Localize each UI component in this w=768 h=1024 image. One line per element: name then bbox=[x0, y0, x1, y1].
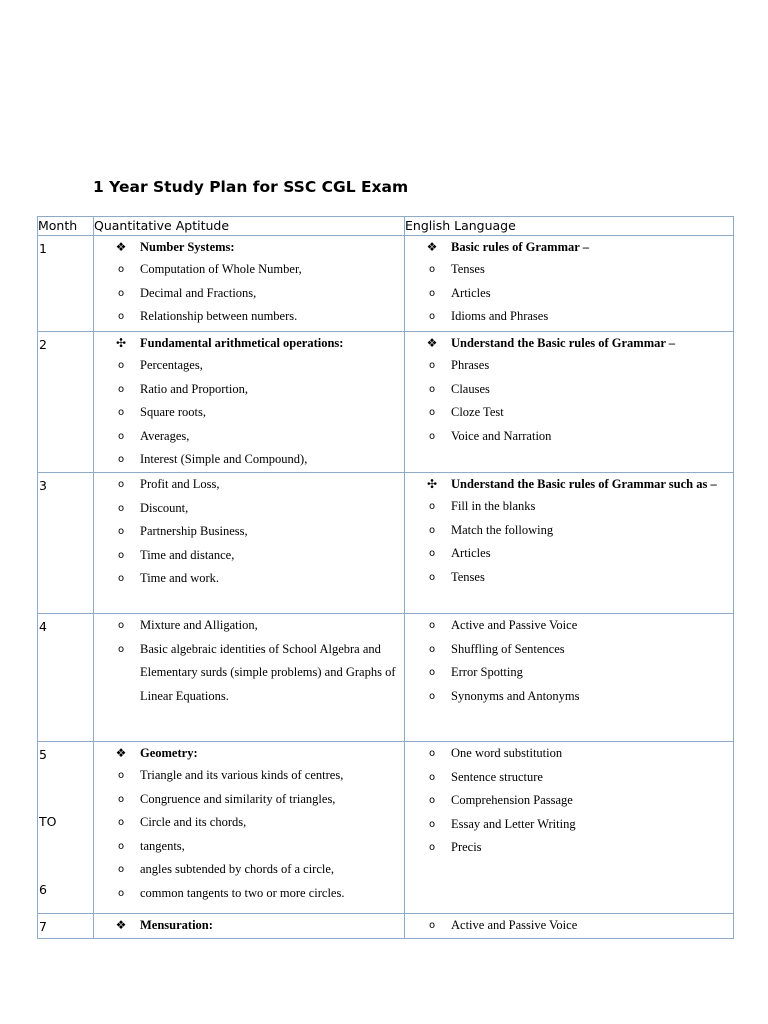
circle-bullet-icon: o bbox=[428, 690, 436, 702]
quantitative-aptitude-cell bbox=[94, 332, 405, 473]
diamond-bullet-icon: ❖ bbox=[426, 240, 438, 254]
circle-bullet-icon: o bbox=[117, 840, 125, 852]
table-row bbox=[38, 473, 734, 614]
topic-text: Essay and Letter Writing bbox=[451, 816, 576, 831]
topic-item bbox=[94, 448, 404, 472]
topic-item bbox=[94, 497, 404, 521]
english-language-cell bbox=[405, 742, 734, 914]
table-row bbox=[38, 332, 734, 473]
table-row bbox=[38, 914, 734, 939]
table-header-row bbox=[38, 217, 734, 236]
topic-list bbox=[405, 614, 733, 708]
topic-item bbox=[94, 811, 404, 835]
circle-bullet-icon: o bbox=[428, 818, 436, 830]
topic-text: Understand the Basic rules of Grammar such as – bbox=[451, 477, 717, 491]
topic-text: Basic algebraic identities of School Algebra and Elementary surds (simple problems) and Graphs of Linear Equations. bbox=[140, 641, 396, 703]
topic-item bbox=[405, 614, 733, 638]
topic-text: One word substitution bbox=[451, 746, 563, 760]
circle-bullet-icon: o bbox=[117, 502, 125, 514]
study-plan-table bbox=[37, 216, 734, 939]
topic-text: Basic rules of Grammar – bbox=[451, 240, 589, 254]
month-label: 2 bbox=[39, 337, 47, 352]
topic-text: tangents, bbox=[140, 838, 185, 853]
circle-bullet-icon: o bbox=[117, 264, 125, 275]
star-bullet-icon: ✣ bbox=[115, 336, 127, 350]
topic-text: Match the following bbox=[451, 522, 554, 537]
circle-bullet-icon: o bbox=[117, 620, 125, 631]
topic-item bbox=[94, 835, 404, 859]
topic-item bbox=[405, 305, 733, 329]
topic-item bbox=[94, 425, 404, 449]
circle-bullet-icon: o bbox=[428, 571, 436, 583]
header-quantitative-aptitude: Quantitative Aptitude bbox=[94, 217, 405, 236]
topic-item bbox=[94, 378, 404, 402]
topic-item bbox=[94, 354, 404, 378]
topic-text: Congruence and similarity of triangles, bbox=[140, 791, 336, 806]
month-label: 4 bbox=[39, 619, 47, 634]
circle-bullet-icon: o bbox=[428, 667, 436, 678]
topic-text: Error Spotting bbox=[451, 665, 523, 679]
circle-bullet-icon: o bbox=[428, 548, 436, 559]
english-language-cell bbox=[405, 332, 734, 473]
topic-text: Relationship between numbers. bbox=[140, 309, 298, 323]
circle-bullet-icon: o bbox=[117, 526, 125, 537]
circle-bullet-icon: o bbox=[428, 524, 436, 536]
topic-text: Comprehension Passage bbox=[451, 793, 573, 807]
topic-item bbox=[94, 258, 404, 282]
topic-item bbox=[94, 473, 404, 497]
table-row bbox=[38, 614, 734, 742]
document-title: 1 Year Study Plan for SSC CGL Exam bbox=[93, 178, 409, 196]
topic-item bbox=[94, 520, 404, 544]
topic-item bbox=[405, 332, 733, 354]
table-row bbox=[38, 742, 734, 914]
topic-text: Square roots, bbox=[140, 405, 206, 419]
topic-list bbox=[94, 742, 404, 905]
english-language-cell bbox=[405, 614, 734, 742]
topic-text: Percentages, bbox=[140, 358, 203, 372]
diamond-bullet-icon: ❖ bbox=[115, 746, 127, 760]
circle-bullet-icon: o bbox=[117, 793, 125, 805]
topic-text: Mixture and Alligation, bbox=[140, 618, 258, 632]
month-cell bbox=[38, 473, 94, 614]
month-label: 5 bbox=[39, 747, 47, 762]
topic-text: Shuffling of Sentences bbox=[451, 641, 565, 656]
month-cell bbox=[38, 236, 94, 332]
circle-bullet-icon: o bbox=[428, 501, 436, 512]
topic-list bbox=[405, 332, 733, 448]
topic-item bbox=[405, 425, 733, 449]
circle-bullet-icon: o bbox=[428, 311, 436, 322]
diamond-bullet-icon: ❖ bbox=[426, 336, 438, 350]
circle-bullet-icon: o bbox=[117, 479, 125, 490]
quantitative-aptitude-cell bbox=[94, 614, 405, 742]
circle-bullet-icon: o bbox=[117, 407, 125, 418]
topic-item bbox=[94, 544, 404, 568]
circle-bullet-icon: o bbox=[117, 573, 125, 584]
topic-item bbox=[94, 638, 404, 709]
circle-bullet-icon: o bbox=[428, 383, 436, 395]
table-row bbox=[38, 236, 734, 332]
topic-text: Averages, bbox=[140, 428, 190, 443]
topic-item bbox=[94, 914, 404, 936]
quantitative-aptitude-cell bbox=[94, 236, 405, 332]
circle-bullet-icon: o bbox=[117, 817, 125, 828]
circle-bullet-icon: o bbox=[428, 360, 436, 371]
topic-text: Mensuration: bbox=[140, 918, 213, 932]
circle-bullet-icon: o bbox=[428, 620, 436, 631]
circle-bullet-icon: o bbox=[117, 454, 125, 465]
month-cell bbox=[38, 614, 94, 742]
diamond-bullet-icon: ❖ bbox=[115, 240, 127, 254]
circle-bullet-icon: o bbox=[428, 643, 436, 655]
topic-text: Understand the Basic rules of Grammar – bbox=[451, 336, 676, 350]
topic-text: Tenses bbox=[451, 262, 485, 276]
topic-text: Cloze Test bbox=[451, 405, 504, 419]
month-label: 1 bbox=[39, 241, 47, 256]
topic-text: Sentence structure bbox=[451, 769, 543, 784]
table-body bbox=[38, 236, 734, 939]
topic-text: Synonyms and Antonyms bbox=[451, 688, 580, 703]
topic-text: Triangle and its various kinds of centres, bbox=[140, 768, 344, 782]
circle-bullet-icon: o bbox=[117, 383, 125, 395]
topic-text: Tenses bbox=[451, 569, 485, 584]
topic-text: Voice and Narration bbox=[451, 428, 552, 443]
month-label: TO bbox=[39, 814, 57, 829]
circle-bullet-icon: o bbox=[428, 287, 436, 299]
topic-item bbox=[405, 236, 733, 258]
topic-item bbox=[94, 882, 404, 906]
topic-item bbox=[94, 764, 404, 788]
topic-text: Discount, bbox=[140, 500, 189, 515]
topic-item bbox=[405, 742, 733, 766]
topic-text: Profit and Loss, bbox=[140, 477, 220, 491]
topic-item bbox=[405, 473, 733, 495]
topic-text: angles subtended by chords of a circle, bbox=[140, 862, 335, 876]
topic-item bbox=[94, 332, 404, 354]
topic-text: Number Systems: bbox=[140, 240, 235, 254]
topic-item bbox=[405, 661, 733, 685]
topic-text: Fill in the blanks bbox=[451, 499, 536, 513]
topic-list bbox=[94, 614, 404, 708]
topic-item bbox=[405, 685, 733, 709]
topic-text: Active and Passive Voice bbox=[451, 918, 578, 932]
topic-list bbox=[94, 914, 404, 936]
topic-list bbox=[405, 473, 733, 589]
english-language-cell bbox=[405, 914, 734, 939]
star-bullet-icon: ✣ bbox=[426, 477, 438, 491]
topic-item bbox=[405, 542, 733, 566]
topic-item bbox=[94, 614, 404, 638]
topic-text: Active and Passive Voice bbox=[451, 618, 578, 632]
topic-item bbox=[94, 858, 404, 882]
topic-item bbox=[405, 914, 733, 938]
circle-bullet-icon: o bbox=[428, 264, 436, 275]
topic-text: Partnership Business, bbox=[140, 524, 248, 538]
month-cell bbox=[38, 332, 94, 473]
topic-item bbox=[94, 305, 404, 329]
header-month: Month bbox=[38, 217, 94, 236]
topic-text: common tangents to two or more circles. bbox=[140, 885, 345, 900]
topic-text: Articles bbox=[451, 546, 491, 560]
circle-bullet-icon: o bbox=[428, 771, 436, 783]
circle-bullet-icon: o bbox=[428, 795, 436, 806]
topic-item bbox=[405, 258, 733, 282]
topic-list bbox=[405, 914, 733, 938]
quantitative-aptitude-cell bbox=[94, 473, 405, 614]
topic-item bbox=[405, 813, 733, 837]
circle-bullet-icon: o bbox=[117, 360, 125, 371]
topic-text: Time and work. bbox=[140, 571, 220, 585]
topic-text: Geometry: bbox=[140, 746, 198, 760]
topic-text: Fundamental arithmetical operations: bbox=[140, 336, 344, 350]
topic-item bbox=[405, 566, 733, 590]
circle-bullet-icon: o bbox=[117, 311, 125, 322]
month-label: 3 bbox=[39, 478, 47, 493]
diamond-bullet-icon: ❖ bbox=[115, 918, 127, 932]
circle-bullet-icon: o bbox=[117, 864, 125, 875]
topic-item bbox=[94, 742, 404, 764]
circle-bullet-icon: o bbox=[117, 430, 125, 442]
english-language-cell bbox=[405, 236, 734, 332]
topic-text: Phrases bbox=[451, 358, 490, 372]
topic-item bbox=[94, 282, 404, 306]
header-english-language: English Language bbox=[405, 217, 734, 236]
topic-item bbox=[405, 401, 733, 425]
topic-item bbox=[405, 495, 733, 519]
topic-item bbox=[405, 766, 733, 790]
circle-bullet-icon: o bbox=[117, 549, 125, 561]
topic-item bbox=[94, 236, 404, 258]
circle-bullet-icon: o bbox=[428, 842, 436, 853]
english-language-cell bbox=[405, 473, 734, 614]
topic-item bbox=[405, 282, 733, 306]
circle-bullet-icon: o bbox=[428, 430, 436, 442]
month-cell bbox=[38, 742, 94, 914]
topic-list bbox=[94, 473, 404, 591]
month-cell bbox=[38, 914, 94, 939]
topic-text: Idioms and Phrases bbox=[451, 309, 549, 323]
topic-list bbox=[405, 742, 733, 860]
topic-item bbox=[405, 378, 733, 402]
topic-item bbox=[405, 354, 733, 378]
topic-text: Circle and its chords, bbox=[140, 815, 247, 829]
month-label: 6 bbox=[39, 882, 47, 897]
topic-list bbox=[94, 332, 404, 472]
topic-text: Decimal and Fractions, bbox=[140, 285, 257, 300]
topic-text: Interest (Simple and Compound), bbox=[140, 452, 308, 466]
topic-item bbox=[94, 401, 404, 425]
topic-item bbox=[94, 788, 404, 812]
circle-bullet-icon: o bbox=[428, 748, 436, 759]
circle-bullet-icon: o bbox=[117, 287, 125, 299]
circle-bullet-icon: o bbox=[117, 887, 125, 899]
circle-bullet-icon: o bbox=[428, 920, 436, 931]
quantitative-aptitude-cell bbox=[94, 914, 405, 939]
topic-item bbox=[405, 638, 733, 662]
topic-text: Ratio and Proportion, bbox=[140, 381, 248, 396]
circle-bullet-icon: o bbox=[117, 643, 125, 655]
topic-item bbox=[405, 789, 733, 813]
topic-list bbox=[94, 236, 404, 329]
topic-text: Time and distance, bbox=[140, 547, 235, 562]
topic-text: Articles bbox=[451, 285, 491, 300]
topic-list bbox=[405, 236, 733, 329]
circle-bullet-icon: o bbox=[428, 407, 436, 418]
topic-item bbox=[405, 519, 733, 543]
month-label: 7 bbox=[39, 919, 47, 934]
topic-text: Precis bbox=[451, 840, 482, 854]
topic-text: Clauses bbox=[451, 381, 490, 396]
topic-item bbox=[405, 836, 733, 860]
topic-text: Computation of Whole Number, bbox=[140, 262, 302, 276]
topic-item bbox=[94, 567, 404, 591]
circle-bullet-icon: o bbox=[117, 770, 125, 781]
quantitative-aptitude-cell bbox=[94, 742, 405, 914]
